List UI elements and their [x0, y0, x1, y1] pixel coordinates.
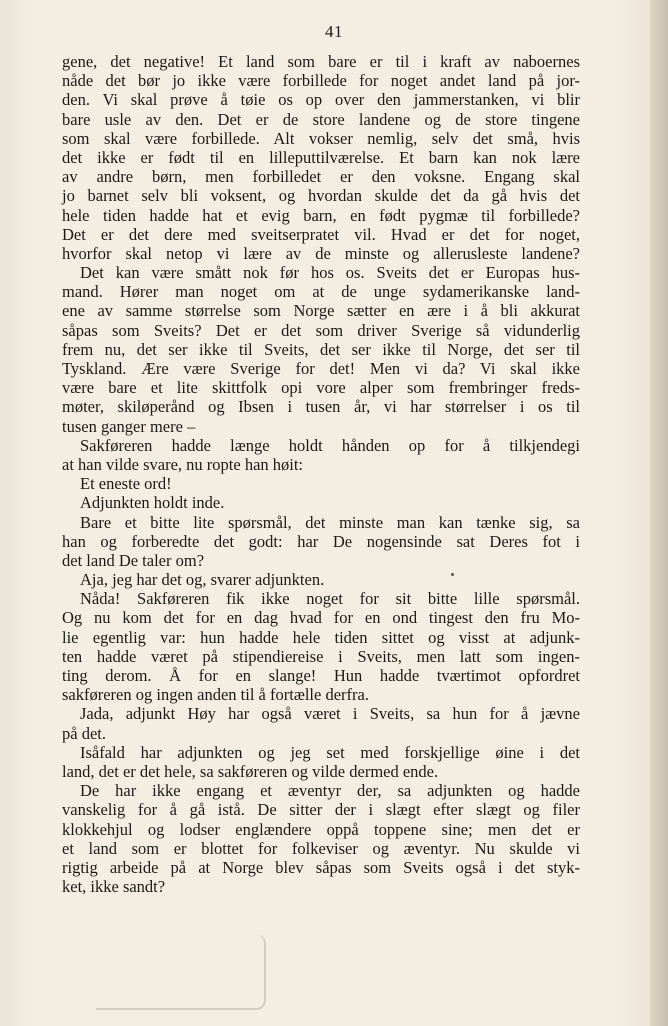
- text-line: sakføreren og ingen anden til å fortælle derfra.: [62, 685, 369, 705]
- text-line: Isåfald har adjunkten og jeg set med forskjellige øine i det: [80, 742, 580, 762]
- text-line: land, det er det hele, sa sakføreren og vilde dermed ende.: [62, 761, 439, 781]
- text-line: mand. Hører man noget om at de unge sydamerikanske land-: [62, 282, 580, 302]
- text-line: vanskelig for å gå istå. De sitter der i slægt efter slægt og filer: [62, 800, 580, 820]
- text-line: møter, skiløperånd og Ibsen i tusen år, vi har størrelser i os til: [62, 397, 580, 417]
- text-line: ting derom. Å for en slange! Hun hadde tværtimot opfordret: [62, 666, 580, 685]
- text-line: Et eneste ord!: [80, 474, 172, 494]
- text-line: på det.: [62, 723, 106, 743]
- text-line: Tyskland. Ære være Sverige for det! Men vi da? Vi skal ikke: [62, 359, 580, 378]
- body-text: [62, 52, 580, 896]
- text-line: som skal være forbillede. Alt vokser nemlig, selv det små, hvis: [62, 128, 580, 148]
- text-line: det land De taler om?: [62, 550, 205, 570]
- text-line: Og nu kom det for en dag hvad for en ond tingest den fru Mo-: [62, 608, 580, 628]
- text-line: Sakføreren hadde længe holdt hånden op for å tilkjendegi: [80, 435, 580, 455]
- text-line: ket, ikke sandt?: [62, 877, 166, 897]
- text-line: hele tiden hadde hat et evig barn, en født pygmæ til forbillede?: [62, 205, 580, 225]
- text-line: ene av samme størrelse som Norge sætter en ære i å bli akkurat: [62, 301, 580, 321]
- text-line: nåde det bør jo ikke være forbillede for noget andet land på jor-: [62, 71, 580, 91]
- text-line: Adjunkten holdt inde.: [80, 493, 225, 513]
- text-line: Aja, jeg har det og, svarer adjunkten.: [80, 570, 325, 590]
- text-line: De har ikke engang et æventyr der, sa adjunkten og hadde: [80, 781, 580, 801]
- text-line: jo barnet selv bli voksent, og hvordan skulde det da gå hvis det: [62, 186, 580, 206]
- binding-edge: [650, 0, 668, 1026]
- text-line: hvorfor skal netop vi lære av de minste og allerusleste landene?: [62, 243, 580, 263]
- ink-speck: [451, 573, 454, 576]
- text-line: det ikke er født til en lilleputtilværelse. Et barn kan nok lære: [62, 147, 580, 167]
- text-line: rigtig arbeide på at Norge blev såpas som Sveits også i det styk-: [62, 857, 580, 877]
- bookmark-outline: [96, 934, 266, 1010]
- text-line: av andre børn, men forbilledet er den voksne. Engang skal: [62, 167, 580, 187]
- text-line: Jada, adjunkt Høy har også været i Sveits, sa hun for å jævne: [80, 704, 580, 724]
- text-line: ten hadde været på stipendiereise i Sveits, men latt som ingen-: [62, 646, 580, 666]
- text-line: Nåda! Sakføreren fik ikke noget for sit bitte lille spørsmål.: [80, 589, 580, 609]
- text-line: han og forberedte det godt: har De nogensinde sat Deres fot i: [62, 531, 580, 551]
- text-line: Det kan være smått nok før hos os. Sveits det er Europas hus-: [80, 263, 580, 283]
- text-line: lie egentlig var: hun hadde hele tiden sittet og visst at adjunk-: [62, 627, 580, 647]
- text-line: Bare et bitte lite spørsmål, det minste man kan tænke sig, sa: [80, 512, 580, 532]
- text-line: et land som er blottet for folkeviser og æventyr. Nu skulde vi: [62, 838, 580, 858]
- text-line: tusen ganger mere –: [62, 416, 196, 436]
- text-line: frem nu, det ser ikke til Sveits, det ser ikke til Norge, det ser til: [62, 339, 580, 359]
- text-line: gene, det negative! Et land som bare er til i kraft av naboernes: [62, 52, 580, 71]
- text-line: Det er det dere med sveitserpratet vil. Hvad er det for noget,: [62, 224, 580, 244]
- text-line: klokkehjul og lodser englændere oppå toppene sine; men det er: [62, 819, 580, 839]
- text-line: den. Vi skal prøve å tøie os op over den jammerstanken, vi blir: [62, 90, 580, 110]
- text-line: såpas som Sveits? Det er det som driver Sverige så vidunderlig: [62, 320, 580, 340]
- text-line: være bare et lite skittfolk opi vore alper som frembringer freds-: [62, 378, 580, 398]
- text-line: bare usle av den. Det er de store landene og de store tingene: [62, 109, 580, 129]
- text-line: at han vilde svare, nu ropte han høit:: [62, 454, 304, 474]
- page-number: 41: [325, 22, 343, 41]
